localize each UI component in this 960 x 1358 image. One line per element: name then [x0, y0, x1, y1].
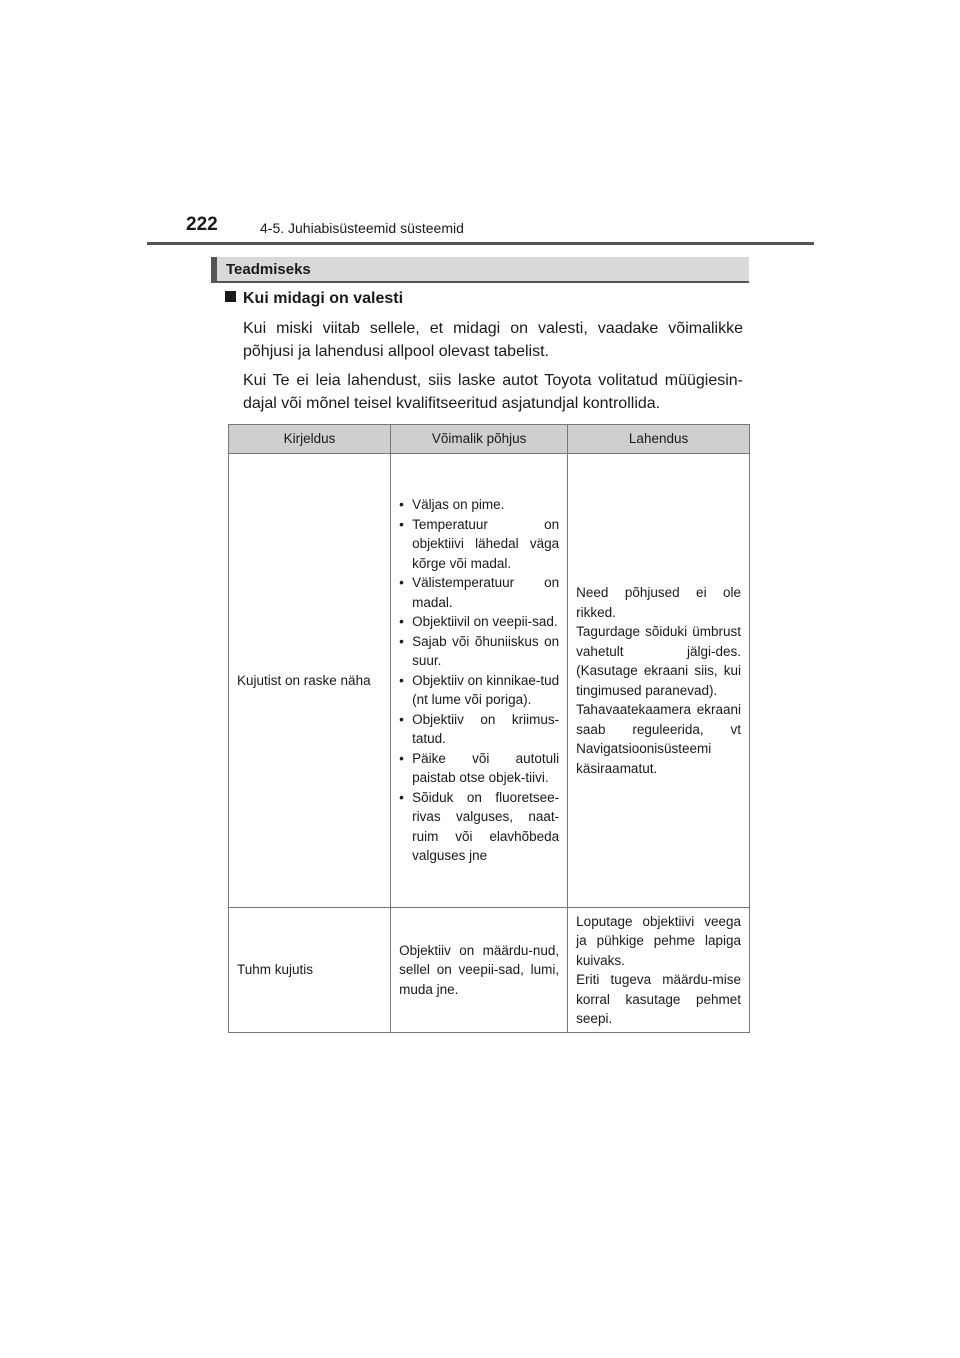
square-bullet-icon — [225, 291, 236, 302]
table-header-row — [229, 425, 750, 454]
solution-cell — [568, 454, 750, 908]
cause-item: • Objektiiv on kriimus-tatud. — [399, 710, 559, 749]
solution-line: Eriti tugeva määrdu-mise korral kasutage pehmet seepi. — [576, 972, 741, 1026]
table-row — [229, 908, 750, 1033]
solution-line: Loputage objektiivi veega ja pühkige pehme lapiga kuivaks. — [576, 913, 741, 968]
troubleshooting-table — [228, 424, 750, 1033]
subheading-text: Kui midagi on valesti — [243, 290, 404, 307]
cause-item: • Väljas on pime. — [399, 495, 559, 515]
info-box-accent-bar — [211, 257, 217, 281]
cause-item: • Välistemperatuur on madal. — [399, 573, 559, 612]
intro-paragraph: Kui miski viitab sellele, et midagi on valesti, vaadake võimalikke põhjusi ja lahendusi allpool olevast tabelist. — [243, 320, 743, 360]
cause-item: • Temperatuur on objektiivi lähedal väga kõrge või madal. — [399, 515, 559, 574]
subheading — [225, 290, 403, 308]
cause-list — [399, 495, 559, 866]
info-box-header — [211, 257, 749, 283]
table-row — [229, 454, 750, 908]
solution-line: Tagurdage sõiduki ümbrust vahetult jälgi-des. (Kasutage ekraani siis, kui tingimused paranevad). — [576, 624, 741, 698]
info-box-title: Teadmiseks — [226, 261, 311, 278]
solution-line: Tahavaatekaamera ekraani saab reguleerida, vt Navigatsioonisüsteemi käsiraamatut. — [576, 702, 741, 776]
page-number: 222 — [186, 214, 218, 235]
section-title: 4-5. Juhiabisüsteemid süsteemid — [260, 220, 464, 236]
cause-item: • Sõiduk on fluoretsee-rivas valguses, naat-ruim või elavhõbeda valguses jne — [399, 788, 559, 866]
contact-paragraph: Kui Te ei leia lahendust, siis laske autot Toyota volitatud müügiesin-dajal või mõnel teisel kvalifitseeritud asjatundjal kontrollida. — [243, 372, 743, 412]
solution-line: Need põhjused ei ole rikked. — [576, 585, 741, 620]
cause-item: • Objektiiv on kinnikae-tud (nt lume või poriga). — [399, 671, 559, 710]
cause-item: • Päike või autotuli paistab otse objek-tiivi. — [399, 749, 559, 788]
cause-item: • Objektiivil on veepii-sad. — [399, 612, 559, 632]
column-header-solution: Lahendus — [568, 425, 750, 454]
description-cell: Kujutist on raske näha — [229, 454, 391, 908]
solution-cell — [568, 908, 750, 1033]
column-header-description: Kirjeldus — [229, 425, 391, 454]
description-cell: Tuhm kujutis — [229, 908, 391, 1033]
column-header-cause: Võimalik põhjus — [391, 425, 568, 454]
cause-cell: Objektiiv on määrdu-nud, sellel on veepii-sad, lumi, muda jne. — [391, 908, 568, 1033]
cause-item: • Sajab või õhuniiskus on suur. — [399, 632, 559, 671]
header-divider — [147, 242, 814, 245]
cause-cell — [391, 454, 568, 908]
